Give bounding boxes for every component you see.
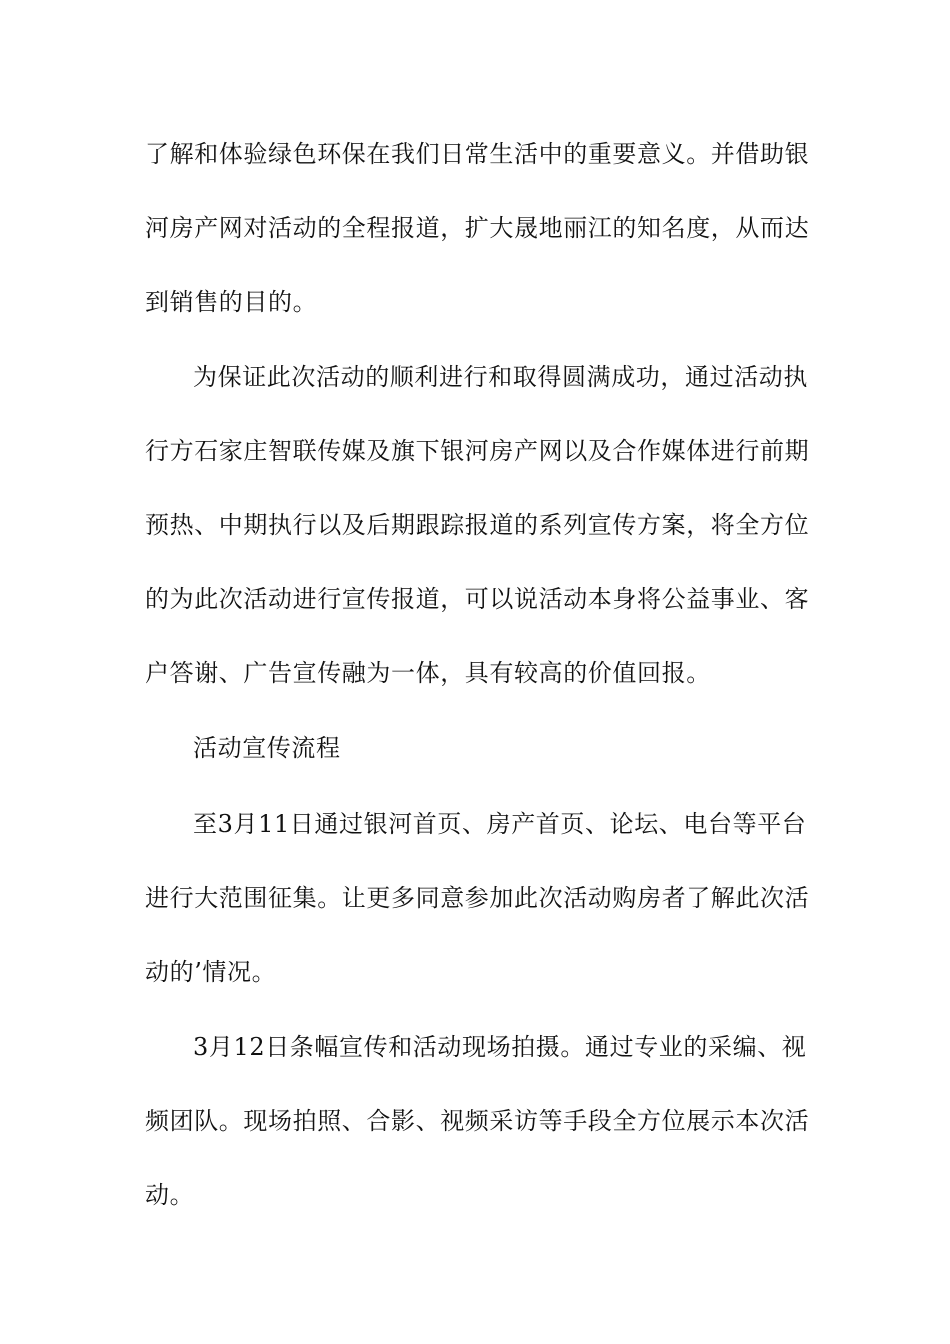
- paragraph-line: 的为此次活动进行宣传报道，可以说活动本身将公益事业、客: [145, 585, 810, 613]
- paragraph-line: 河房产网对活动的全程报道，扩大晟地丽江的知名度，从而达: [145, 214, 810, 242]
- paragraph-line: 行方石家庄智联传媒及旗下银河房产网以及合作媒体进行前期: [145, 437, 810, 465]
- paragraph-line: 为保证此次活动的顺利进行和取得圆满成功，通过活动执: [193, 363, 808, 391]
- paragraph-line: 至3月11日通过银河首页、房产首页、论坛、电台等平台: [193, 810, 807, 838]
- paragraph-line: 3月12日条幅宣传和活动现场拍摄。通过专业的采编、视: [193, 1033, 807, 1061]
- paragraph-line: 动。: [145, 1181, 195, 1209]
- paragraph-line: 动的’情况。: [145, 958, 277, 986]
- paragraph-line: 了解和体验绿色环保在我们日常生活中的重要意义。并借助银: [145, 140, 810, 168]
- paragraph-line: 到销售的目的。: [145, 288, 318, 316]
- paragraph-line: 进行大范围征集。让更多同意参加此次活动购房者了解此次活: [145, 884, 810, 912]
- paragraph-line: 预热、中期执行以及后期跟踪报道的系列宣传方案，将全方位: [145, 511, 810, 539]
- section-heading: 活动宣传流程: [193, 734, 341, 762]
- paragraph-line: 频团队。现场拍照、合影、视频采访等手段全方位展示本次活: [145, 1107, 810, 1135]
- paragraph-line: 户答谢、广告宣传融为一体，具有较高的价值回报。: [145, 659, 711, 687]
